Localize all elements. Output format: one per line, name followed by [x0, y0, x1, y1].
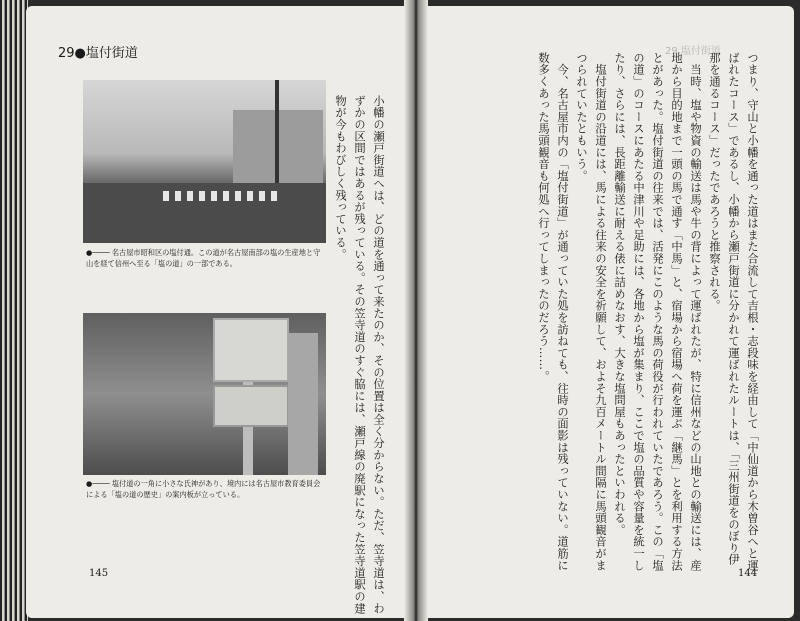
- left-page-number: 145: [89, 568, 109, 579]
- ghost-header: 29 塩付街道: [665, 46, 721, 57]
- chapter-header: 29●塩付街道: [58, 46, 138, 61]
- right-page-number: 144: [738, 568, 758, 579]
- photo-caption-1: ●──── 名古屋市昭和区の塩付通。この道が名古屋南部の塩の生産地と守山を経て信州へ至る「塩の道」の一部である。: [86, 248, 321, 268]
- book-gutter: [404, 0, 428, 621]
- right-body-text: つまり、守山と小幡を通った道はまた合流して吉根・志段味を経由して「中仙道から木曽谷へと運ばれたコース」であるし、小幡から瀬戸街道に分かれて運ばれたルートは、「三州街道をのぼり伊那を通るコース」だったであろうと推察される。 当時、塩や物資の輸送は馬や牛の背によって運ばれたが、特に信州などの山地との輸送には、産地から目的地まで一頭の馬で通す「中馬」と、宿場から宿場へ荷を運ぶ「継馬」とを利用する方法とがあった。塩付街道の往来では、活発にこのような馬の荷役が行われていたであろう。この「塩の道」のコースにあたる中津川や足助には、各地から塩が集まり、ここで塩の品質や容量を統一したり、さらには、長距離輸送に耐える俵に詰めなおす、大きな塩問屋もあったといわれる。 塩付街道の沿道には、馬による往来の安全を祈願して、およそ九百メートル間隔に馬頭観音がまつられていたともいう。 今、名古屋市内の「塩付街道」が通っていた処を訪ねても、往時の面影は残っていない。道筋に数多くあった馬頭観音も何処へ行ってしまったのだろう……。: [537, 52, 759, 572]
- photo-caption-2: ●──── 塩付道の一角に小さな氏神があり、境内には名古屋市教育委員会による「塩の道の歴史」の案内板が立っている。: [86, 479, 321, 499]
- left-body-text: 小幡の瀬戸街道へは、どの道を通って来たのか、その位置は全く分からない。ただ、笠寺道は、わずかの区間ではあるが残っている。その笠寺道のすぐ脇には、瀬戸線の廃駅になった笠寺道駅の建物が今もわびしく残っている。: [334, 95, 385, 615]
- page-edges: [0, 0, 28, 621]
